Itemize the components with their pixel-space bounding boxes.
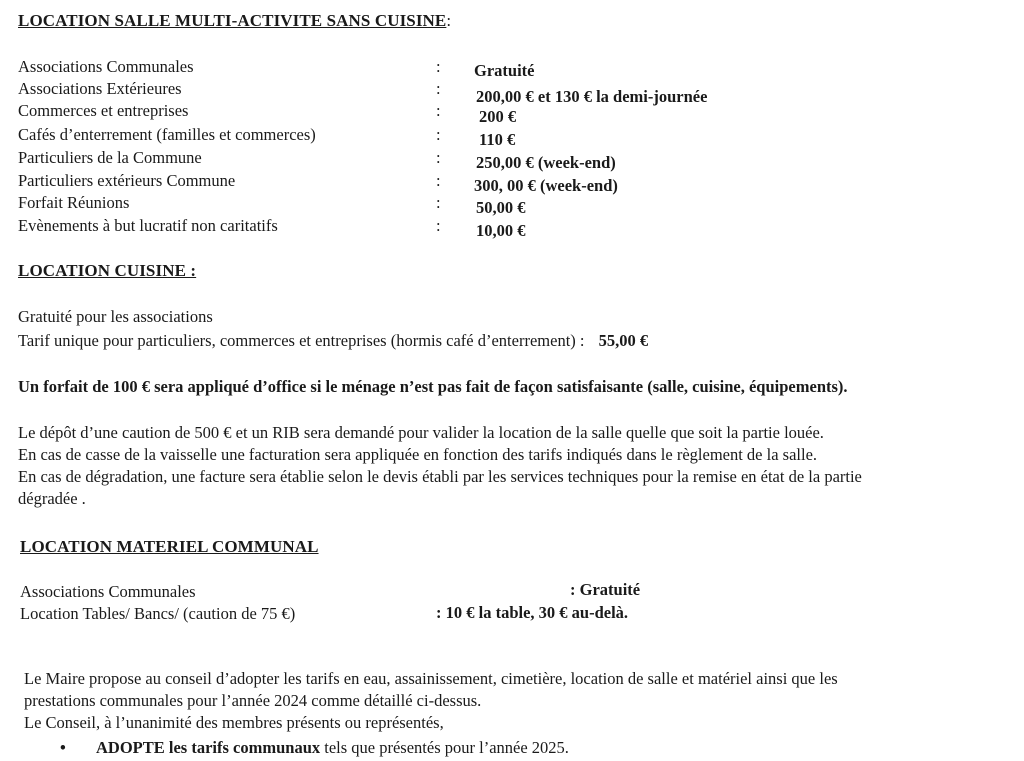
tarif-label: Evènements à but lucratif non caritatifs bbox=[18, 216, 278, 235]
tarif-value: Gratuité bbox=[474, 61, 535, 80]
tarif-row bbox=[18, 56, 1008, 78]
tarif-label: Commerces et entreprises bbox=[18, 101, 189, 120]
tarif-separator: : bbox=[436, 148, 441, 167]
materiel-row-label: Associations Communales bbox=[20, 582, 196, 601]
tarif-separator: : bbox=[436, 171, 441, 190]
section-heading-salle-suffix: : bbox=[446, 11, 452, 30]
caution-paragraph bbox=[18, 422, 1008, 510]
cuisine-tarif-text: Tarif unique pour particuliers, commerces et entreprises (hormis café d’enterrement) : bbox=[18, 331, 585, 350]
tarif-value: 50,00 € bbox=[476, 198, 526, 217]
bullet-icon: • bbox=[60, 738, 66, 757]
section-heading-cuisine: LOCATION CUISINE : bbox=[18, 261, 197, 280]
tarif-separator: : bbox=[436, 125, 441, 144]
tarif-row bbox=[18, 78, 1008, 106]
tarif-label: Associations Communales bbox=[18, 57, 194, 76]
cuisine-line-tarif bbox=[18, 330, 648, 352]
cuisine-line-associations: Gratuité pour les associations bbox=[18, 307, 213, 326]
tarif-separator: : bbox=[436, 57, 441, 76]
materiel-row-value: : Gratuité bbox=[570, 580, 641, 599]
tarif-value: 110 € bbox=[479, 130, 516, 149]
caution-line: dégradée . bbox=[18, 489, 86, 508]
conclusion-line: Le Conseil, à l’unanimité des membres présents ou représentés, bbox=[24, 713, 444, 732]
tarif-separator: : bbox=[436, 216, 441, 235]
materiel-row-label: Location Tables/ Bancs/ (caution de 75 €) bbox=[20, 604, 296, 623]
tarif-row bbox=[18, 147, 1008, 172]
cuisine-tarif-value: 55,00 € bbox=[598, 331, 649, 350]
section-heading-materiel: LOCATION MATERIEL COMMUNAL bbox=[20, 537, 319, 556]
materiel-row-value: : 10 € la table, 30 € au-delà. bbox=[436, 603, 629, 622]
adopte-bold-text: ADOPTE les tarifs communaux bbox=[96, 738, 321, 757]
caution-line: Le dépôt d’une caution de 500 € et un RIB sera demandé pour valider la location de la salle quelle que soit la partie louée. bbox=[18, 423, 824, 442]
tarif-value: 300, 00 € (week-end) bbox=[474, 176, 618, 195]
tarif-value: 10,00 € bbox=[476, 221, 526, 240]
conclusion-line: Le Maire propose au conseil d’adopter les tarifs en eau, assainissement, cimetière, location de salle et matériel ainsi que les bbox=[24, 669, 838, 688]
tarif-row bbox=[18, 124, 1008, 149]
tarif-value: 200 € bbox=[479, 107, 517, 126]
tarif-label: Particuliers de la Commune bbox=[18, 148, 202, 167]
tarif-value: 200,00 € et 130 € la demi-journée bbox=[476, 87, 708, 106]
forfait-menage-notice: Un forfait de 100 € sera appliqué d’office si le ménage n’est pas fait de façon satisfaisante (salle, cuisine, équipements). bbox=[18, 377, 848, 396]
tarif-row bbox=[18, 192, 1008, 217]
caution-line: En cas de casse de la vaisselle une facturation sera appliquée en fonction des tarifs indiqués dans le règlement de la salle. bbox=[18, 445, 818, 464]
tarif-label: Associations Extérieures bbox=[18, 79, 182, 98]
tarif-separator: : bbox=[436, 101, 441, 120]
tarif-row bbox=[18, 215, 1008, 240]
tarif-row bbox=[18, 100, 1008, 126]
section-heading-salle bbox=[18, 10, 451, 32]
tarif-value: 250,00 € (week-end) bbox=[476, 153, 616, 172]
section-heading-salle-text: LOCATION SALLE MULTI-ACTIVITE SANS CUISINE bbox=[18, 11, 447, 30]
tarif-row bbox=[18, 170, 1008, 195]
tarif-label: Forfait Réunions bbox=[18, 193, 130, 212]
tarif-label: Cafés d’enterrement (familles et commerces) bbox=[18, 125, 316, 144]
caution-line: En cas de dégradation, une facture sera établie selon le devis établi par les services techniques pour la remise en état de la partie bbox=[18, 467, 862, 486]
tarif-label: Particuliers extérieurs Commune bbox=[18, 171, 236, 190]
tarif-separator: : bbox=[436, 79, 441, 98]
conclusion-line: prestations communales pour l’année 2024 comme détaillé ci-dessus. bbox=[24, 691, 482, 710]
adopte-bullet-item bbox=[60, 737, 569, 759]
adopte-rest-text: tels que présentés pour l’année 2025. bbox=[320, 738, 569, 757]
tarif-separator: : bbox=[436, 193, 441, 212]
